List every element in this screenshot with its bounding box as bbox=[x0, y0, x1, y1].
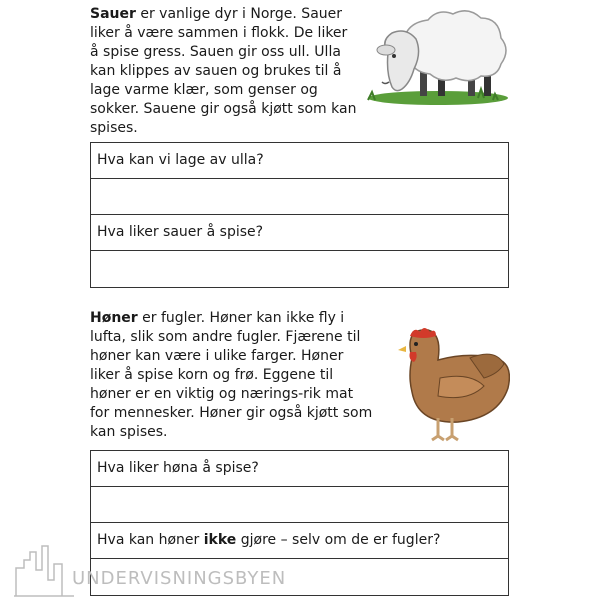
hen-question-2-bold: ikke bbox=[203, 532, 237, 548]
hen-illustration-icon bbox=[380, 318, 510, 443]
sheep-lead: Sauer bbox=[90, 6, 136, 22]
hen-question-1: Hva liker høna å spise? bbox=[91, 451, 508, 487]
sheep-illustration-icon bbox=[358, 8, 508, 108]
hen-question-2-pre: Hva kan høner bbox=[97, 532, 204, 548]
sheep-question-table bbox=[90, 142, 509, 288]
sheep-paragraph bbox=[90, 5, 360, 138]
hen-lead: Høner bbox=[90, 310, 138, 326]
sheep-question-1: Hva kan vi lage av ulla? bbox=[91, 143, 508, 179]
hen-answer-1[interactable] bbox=[91, 487, 508, 523]
hen-text: er fugler. Høner kan ikke fly i lufta, slik som andre fugler. Fjærene til høner kan være i ulike farger. Høner liker å spise korn og frø. Eggene til høner er en viktig og nærings-rik mat for mennesker. Høner gir også kjøtt som kan spises. bbox=[90, 310, 373, 440]
hen-question-2-post: gjøre – selv om de er fugler? bbox=[236, 532, 441, 548]
brand-name: UNDERVISNINGSBYEN bbox=[72, 568, 287, 589]
sheep-answer-1[interactable] bbox=[91, 179, 508, 215]
sheep-question-2: Hva liker sauer å spise? bbox=[91, 215, 508, 251]
sheep-answer-2[interactable] bbox=[91, 251, 508, 287]
hen-paragraph bbox=[90, 309, 375, 442]
sheep-text: er vanlige dyr i Norge. Sauer liker å være sammen i flokk. De liker å spise gress. Sauen gir oss ull. Ulla kan klippes av sauen og brukes til å lage varme klær, som genser og sokker. Sauene gir også kjøtt som kan spises. bbox=[90, 6, 357, 136]
